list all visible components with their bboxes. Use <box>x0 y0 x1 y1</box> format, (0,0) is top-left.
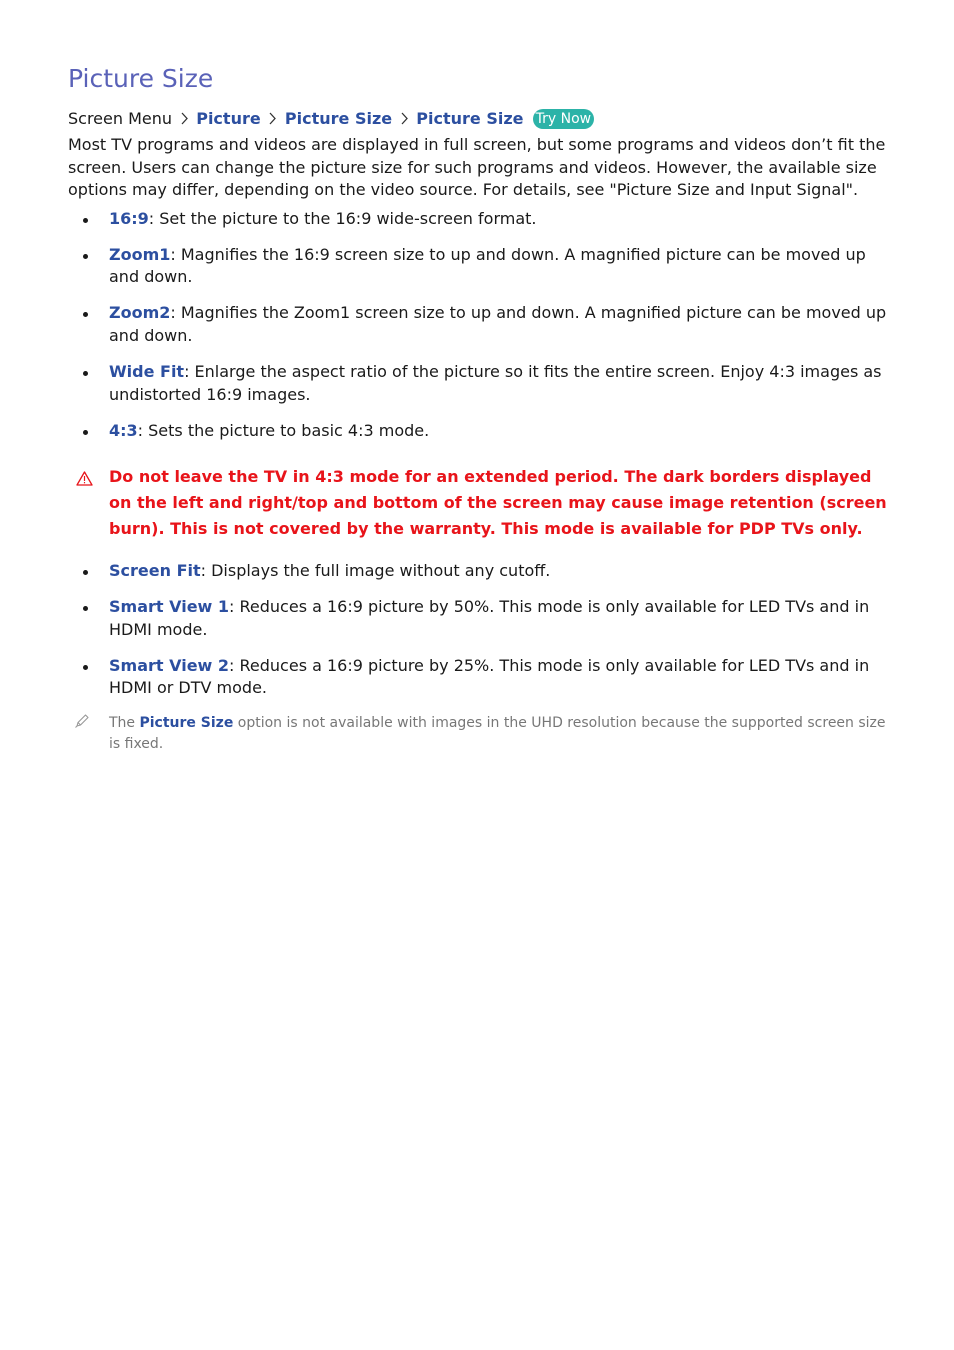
list-item <box>68 596 888 641</box>
list-item <box>68 244 888 289</box>
list-item <box>68 361 888 406</box>
option-desc: : Enlarge the aspect ratio of the picture so it fits the entire screen. Enjoy 4:3 images as undistorted 16:9 images. <box>109 361 882 404</box>
bullet-icon <box>83 606 88 611</box>
chevron-right-icon <box>177 108 191 130</box>
breadcrumb-link-picture-size-current[interactable]: Picture Size <box>416 109 524 128</box>
list-item <box>68 208 888 231</box>
chevron-right-icon <box>266 108 280 130</box>
list-item <box>68 420 888 443</box>
try-now-button[interactable]: Try Now <box>533 109 594 129</box>
option-desc: : Magnifies the Zoom1 screen size to up and down. A magnified picture can be moved up and down. <box>109 303 887 345</box>
bullet-icon <box>83 254 88 259</box>
breadcrumb-link-picture-size[interactable]: Picture Size <box>284 109 393 128</box>
list-item <box>68 655 888 700</box>
bullet-icon <box>83 312 88 317</box>
option-desc: : Magnifies the 16:9 screen size to up and down. A magnified picture can be moved up and down. <box>109 244 866 287</box>
note-callout <box>68 713 888 755</box>
options-list-b <box>68 560 888 700</box>
warning-text: Do not leave the TV in 4:3 mode for an extended period. The dark borders displayed on the left and right/top and bottom of the screen may cause image retention (screen burn). This is not covered by the warranty. This mode is available for PDP TVs only. <box>109 467 887 539</box>
list-item <box>68 560 888 583</box>
option-term[interactable]: Zoom2 <box>109 303 171 323</box>
breadcrumb-link-picture[interactable]: Picture <box>196 109 261 128</box>
bullet-icon <box>83 570 88 575</box>
note-suffix: option is not available with images in the UHD resolution because the supported screen size is fixed. <box>109 715 886 753</box>
options-list-a <box>68 208 888 442</box>
option-desc: : Set the picture to the 16:9 wide-screen format. <box>148 208 537 228</box>
chevron-right-icon <box>397 108 411 130</box>
option-term[interactable]: 16:9 <box>109 208 149 228</box>
bullet-icon <box>83 665 88 670</box>
bullet-icon <box>83 371 88 376</box>
option-term[interactable]: 4:3 <box>109 420 138 440</box>
option-term[interactable]: Smart View 1 <box>109 597 230 617</box>
option-desc: : Reduces a 16:9 picture by 50%. This mode is only available for LED TVs and in HDMI mode. <box>109 597 870 639</box>
page-content <box>68 62 888 755</box>
bullet-icon <box>83 430 88 435</box>
option-term[interactable]: Zoom1 <box>109 244 171 264</box>
note-term[interactable]: Picture Size <box>139 715 234 732</box>
warning-triangle-icon <box>76 468 93 494</box>
page-title: Picture Size <box>68 64 214 93</box>
option-term[interactable]: Wide Fit <box>109 361 185 381</box>
option-desc: : Sets the picture to basic 4:3 mode. <box>137 420 430 440</box>
warning-callout <box>68 464 888 542</box>
option-desc: : Reduces a 16:9 picture by 25%. This mode is only available for LED TVs and in HDMI or DTV mode. <box>109 655 870 698</box>
bullet-icon <box>83 218 88 223</box>
option-desc: : Displays the full image without any cutoff. <box>200 561 551 581</box>
option-term[interactable]: Smart View 2 <box>109 655 230 675</box>
note-prefix: The <box>109 715 140 732</box>
intro-paragraph: Most TV programs and videos are displayed in full screen, but some programs and videos don’t fit the screen. Users can change the picture size for such programs and videos. However, the available size options may differ, depending on the video source. For details, see "Picture Size and Input Signal". <box>68 135 886 200</box>
list-item <box>68 302 888 347</box>
breadcrumb <box>68 108 888 130</box>
option-term[interactable]: Screen Fit <box>109 561 201 581</box>
pencil-icon <box>74 713 90 736</box>
breadcrumb-root: Screen Menu <box>68 109 173 128</box>
